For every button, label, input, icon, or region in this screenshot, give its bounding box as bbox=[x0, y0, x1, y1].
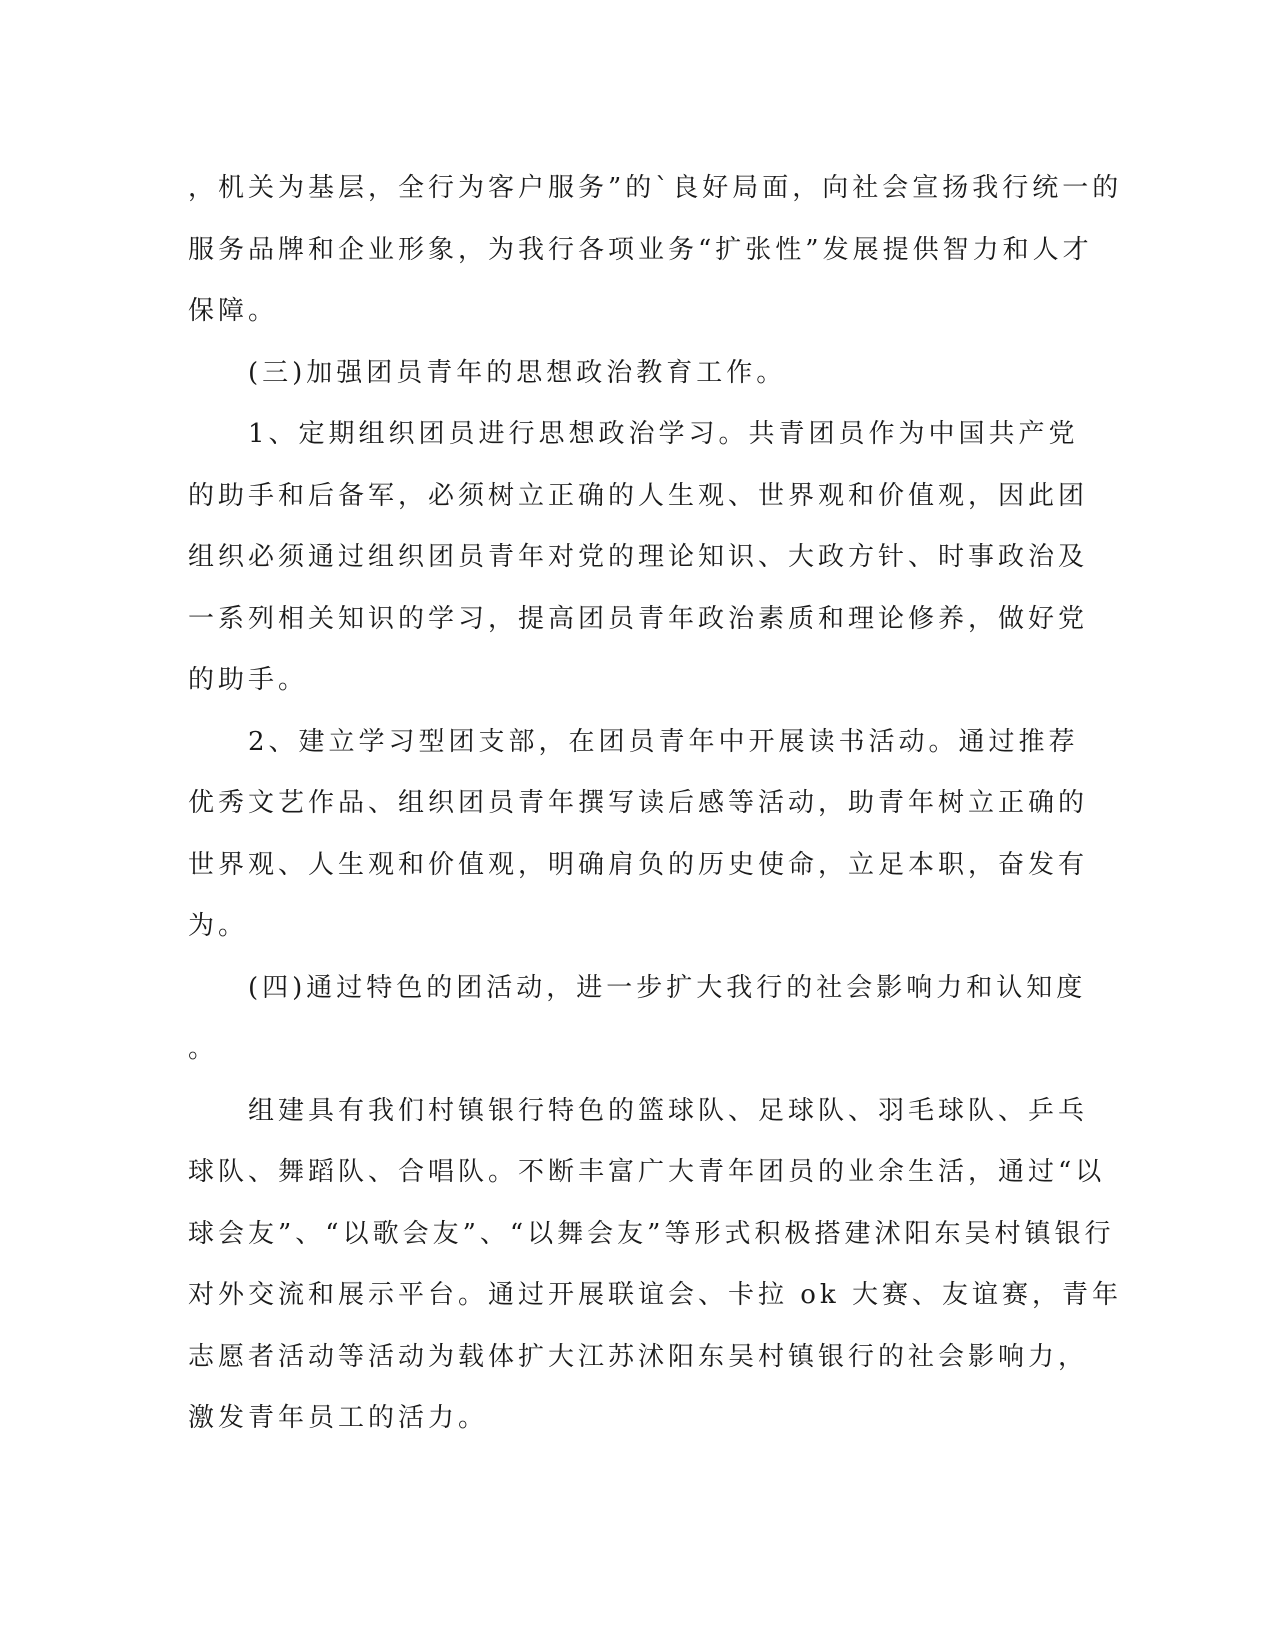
text-line: 组建具有我们村镇银行特色的篮球队、足球队、羽毛球队、乒乓 bbox=[188, 1095, 1089, 1126]
text-line: 的助手和后备军，必须树立正确的人生观、世界观和价值观，因此团 bbox=[188, 480, 1089, 511]
text-line: 为。 bbox=[188, 911, 249, 941]
section-heading: (四)通过特色的团活动，进一步扩大我行的社会影响力和认知度 bbox=[188, 972, 1087, 1003]
document-body bbox=[188, 158, 1123, 1450]
text-line: 志愿者活动等活动为载体扩大江苏沭阳东吴村镇银行的社会影响力， bbox=[188, 1341, 1089, 1372]
text-line: 1、定期组织团员进行思想政治学习。共青团员作为中国共产党 bbox=[188, 419, 1079, 449]
text-line: 保障。 bbox=[188, 296, 279, 326]
text-line: 的助手。 bbox=[188, 665, 309, 695]
text-line: ，机关为基层，全行为客户服务”的`良好局面，向社会宣扬我行统一的 bbox=[188, 173, 1123, 203]
text-line: 激发青年员工的活力。 bbox=[188, 1403, 489, 1433]
text-line: 服务品牌和企业形象，为我行各项业务“扩张性”发展提供智力和人才 bbox=[188, 234, 1093, 265]
text-line: 优秀文艺作品、组织团员青年撰写读后感等活动，助青年树立正确的 bbox=[188, 788, 1089, 818]
text-line: 球队、舞蹈队、合唱队。不断丰富广大青年团员的业余生活，通过“以 bbox=[188, 1157, 1106, 1187]
text-line: 球会友”、“以歌会友”、“以舞会友”等形式积极搭建沭阳东吴村镇银行 bbox=[188, 1218, 1115, 1249]
text-line: 对外交流和展示平台。通过开展联谊会、卡拉 ok 大赛、友谊赛，青年 bbox=[188, 1280, 1122, 1310]
text-line: 。 bbox=[188, 1034, 219, 1064]
text-line: 一系列相关知识的学习，提高团员青年政治素质和理论修养，做好党 bbox=[188, 603, 1089, 634]
section-heading: (三)加强团员青年的思想政治教育工作。 bbox=[188, 357, 787, 388]
text-line: 世界观、人生观和价值观，明确肩负的历史使命，立足本职，奋发有 bbox=[188, 849, 1089, 880]
text-line: 2、建立学习型团支部，在团员青年中开展读书活动。通过推荐 bbox=[188, 726, 1079, 757]
text-line: 组织必须通过组织团员青年对党的理论知识、大政方针、时事政治及 bbox=[188, 542, 1089, 572]
